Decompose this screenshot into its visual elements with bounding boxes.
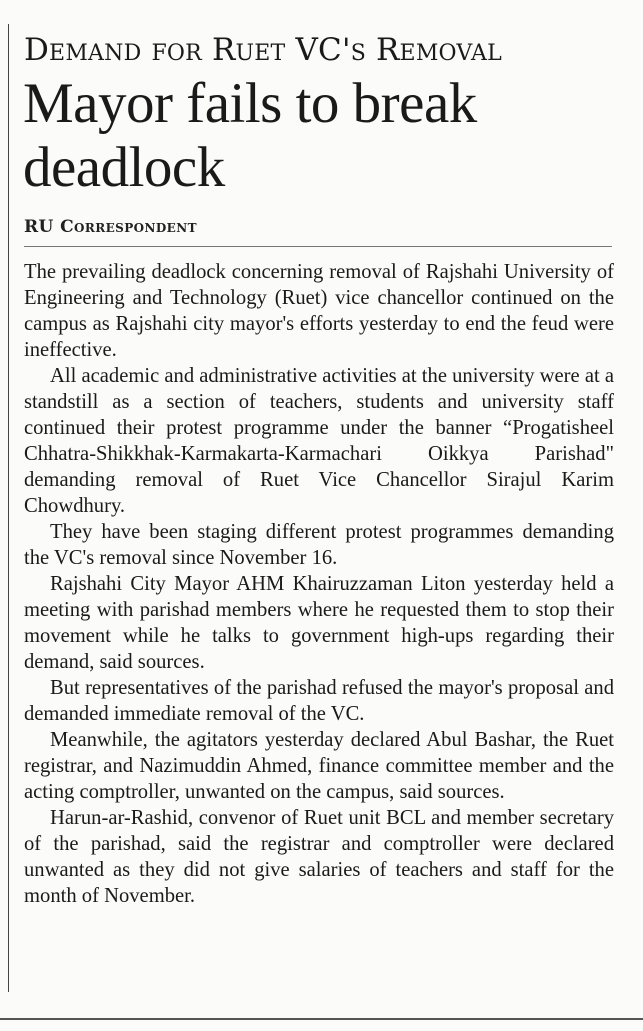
article-headline: Mayor fails to break deadlock (23, 72, 477, 199)
column-rule (8, 24, 9, 992)
article-kicker: Demand for Ruet VC's Removal (24, 32, 502, 68)
paragraph: The prevailing deadlock concerning removal of Rajshahi University of Engineering and Technology (Ruet) vice chancellor continued on the campus as Rajshahi city mayor's efforts yesterday to end the feud were ineffective. (24, 261, 614, 361)
paragraph: All academic and administrative activities at the university were at a standstill as a section of teachers, students and university staff continued their protest programme under the banner “Progatisheel Chhatra-Shikkhak-Karmakarta-Karmachari Oikkya Parishad" demanding removal of Ruet Vice Chancellor Sirajul Karim Chowdhury. (24, 365, 614, 517)
bottom-rule (0, 1018, 643, 1020)
article (24, 30, 636, 909)
paragraph: Harun-ar-Rashid, convenor of Ruet unit BCL and member secretary of the parishad, said the registrar and comptroller were declared unwanted as they did not give salaries of teachers and staff for the month of November. (24, 807, 614, 907)
paragraph: Meanwhile, the agitators yesterday declared Abul Bashar, the Ruet registrar, and Nazimuddin Ahmed, finance committee member and the acting comptroller, unwanted on the campus, said sources. (24, 729, 614, 803)
paragraph: They have been staging different protest programmes demanding the VC's removal since November 16. (24, 521, 614, 569)
byline-divider (24, 246, 612, 247)
article-body (24, 259, 614, 909)
article-byline: RU Correspondent (24, 217, 197, 237)
paragraph: Rajshahi City Mayor AHM Khairuzzaman Liton yesterday held a meeting with parishad members where he requested them to stop their movement while he talks to government high-ups regarding their demand, said sources. (24, 573, 614, 673)
paragraph: But representatives of the parishad refused the mayor's proposal and demanded immediate removal of the VC. (24, 677, 614, 725)
